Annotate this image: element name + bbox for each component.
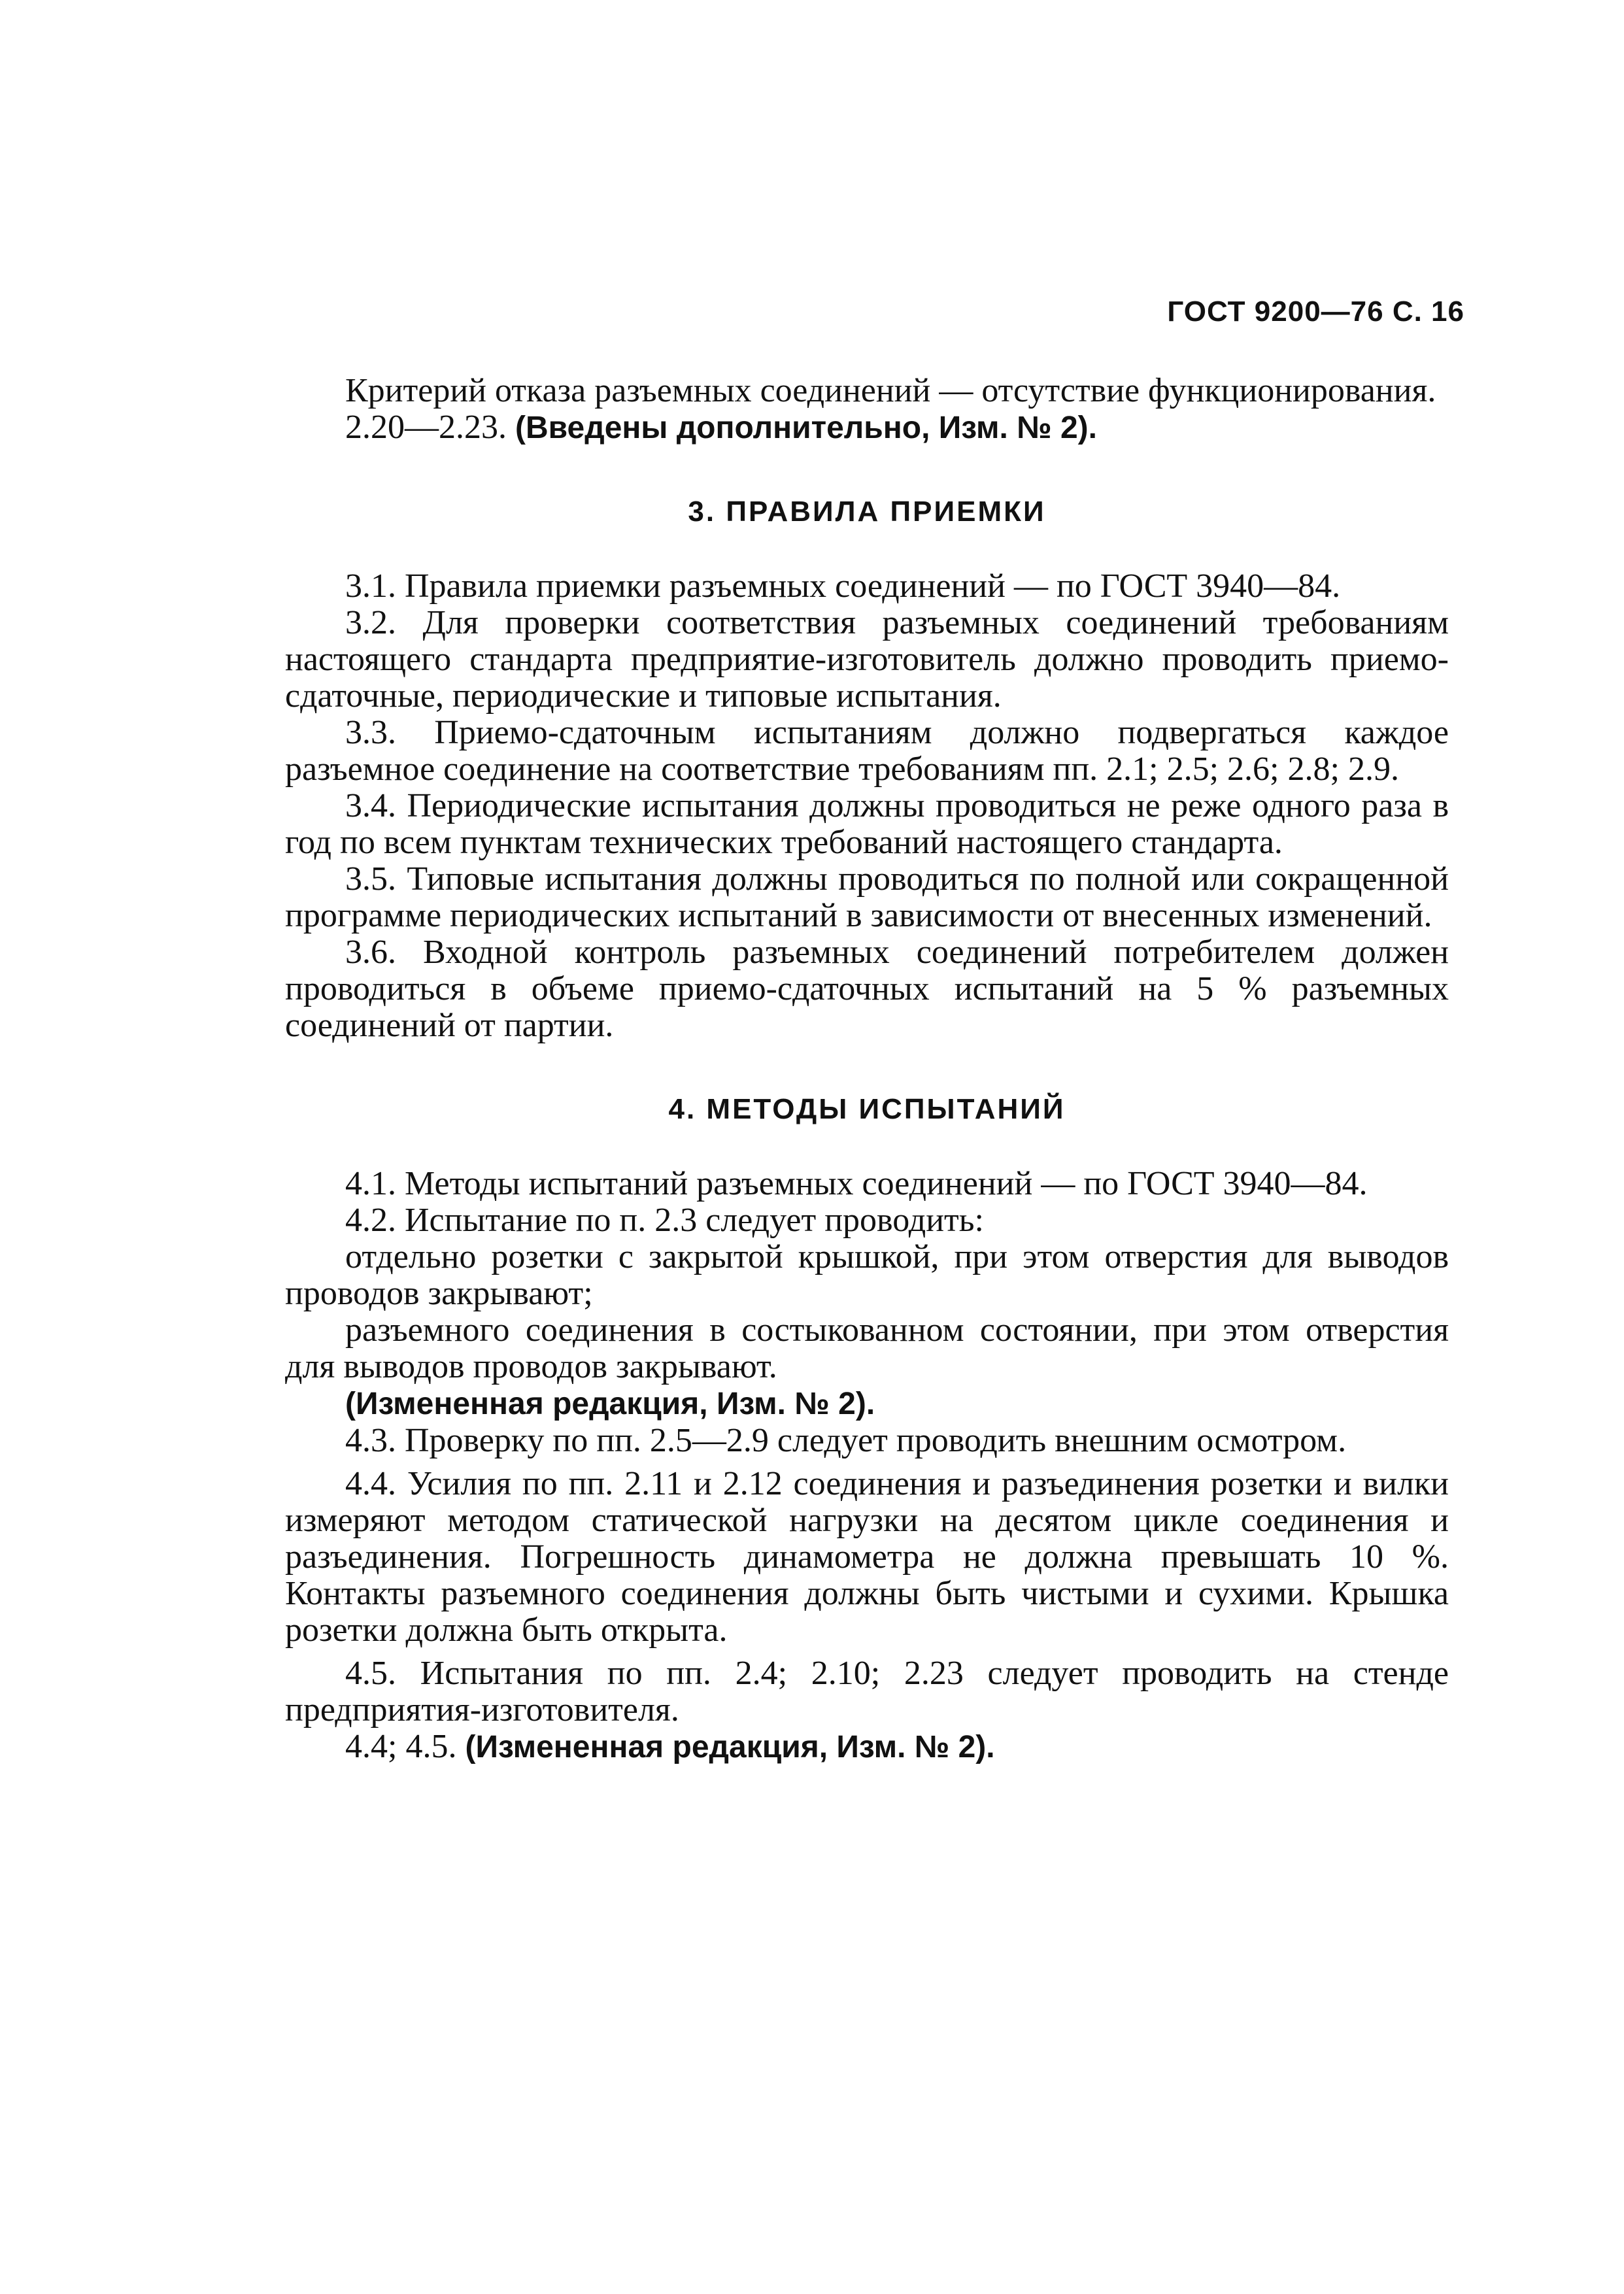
section-3-title: 3. ПРАВИЛА ПРИЕМКИ bbox=[688, 496, 1046, 528]
paragraph-3-6: 3.6. Входной контроль разъемных соединений потребителем должен проводиться в объеме приемо-сдаточных испытаний на 5 % разъемных соединений от партии. bbox=[285, 934, 1449, 1044]
paragraph-4-1: 4.1. Методы испытаний разъемных соединений — по ГОСТ 3940—84. bbox=[345, 1165, 1368, 1202]
paragraph-4-2-item-a: отдельно розетки с закрытой крышкой, при этом отверстия для выводов проводов закрывают; bbox=[285, 1238, 1449, 1312]
paragraph-2-20-2-23 bbox=[285, 409, 1449, 447]
paragraph-3-1: 3.1. Правила приемки разъемных соединений — по ГОСТ 3940—84. bbox=[345, 567, 1341, 605]
amendment-note: (Измененная редакция, Изм. № 2). bbox=[345, 1387, 875, 1421]
paragraph-3-5: 3.5. Типовые испытания должны проводиться по полной или сокращенной программе периодических испытаний в зависимости от внесенных изменений. bbox=[285, 860, 1449, 934]
amendment-note: (Измененная редакция, Изм. № 2). bbox=[465, 1730, 995, 1764]
paragraph-4-5: 4.5. Испытания по пп. 2.4; 2.10; 2.23 следует проводить на стенде предприятия-изготовителя. bbox=[285, 1655, 1449, 1729]
page-header: ГОСТ 9200—76 С. 16 bbox=[1167, 295, 1464, 328]
paragraph-4-2: 4.2. Испытание по п. 2.3 следует проводить: bbox=[345, 1202, 984, 1239]
paragraph-3-4: 3.4. Периодические испытания должны проводиться не реже одного раза в год по всем пунктам технических требований настоящего стандарта. bbox=[285, 787, 1449, 861]
paragraph-number: 4.4; 4.5. bbox=[345, 1728, 465, 1765]
paragraph-failure-criterion: Критерий отказа разъемных соединений — отсутствие функционирования. bbox=[345, 372, 1436, 409]
amendment-note: (Введены дополнительно, Изм. № 2). bbox=[515, 411, 1097, 445]
document-body bbox=[285, 373, 1449, 1766]
paragraph-4-2-item-b: разъемного соединения в состыкованном состоянии, при этом отверстия для выводов проводов закрывают. bbox=[285, 1311, 1449, 1385]
paragraph-4-4: 4.4. Усилия по пп. 2.11 и 2.12 соединения и разъединения розетки и вилки измеряют методом статической нагрузки на десятом цикле соединения и разъединения. Погрешность динамометра не должна превышать 10 %. Контакты разъемного соединения должны быть чистыми и сухими. Крышка розетки должна быть открыта. bbox=[285, 1465, 1449, 1649]
paragraph-4-3: 4.3. Проверку по пп. 2.5—2.9 следует проводить внешним осмотром. bbox=[345, 1422, 1347, 1459]
paragraph-4-4-4-5-amendment bbox=[285, 1729, 1449, 1766]
section-4-title: 4. МЕТОДЫ ИСПЫТАНИЙ bbox=[668, 1093, 1066, 1125]
paragraph-4-2-amendment bbox=[285, 1385, 1449, 1423]
paragraph-3-2: 3.2. Для проверки соответствия разъемных соединений требованиям настоящего стандарта предприятие-изготовитель должно проводить приемо-сдаточные, периодические и типовые испытания. bbox=[285, 604, 1449, 715]
paragraph-number: 2.20—2.23. bbox=[345, 409, 515, 446]
paragraph-3-3: 3.3. Приемо-сдаточным испытаниям должно подвергаться каждое разъемное соединение на соответствие требованиям пп. 2.1; 2.5; 2.6; 2.8; 2.9. bbox=[285, 714, 1449, 788]
